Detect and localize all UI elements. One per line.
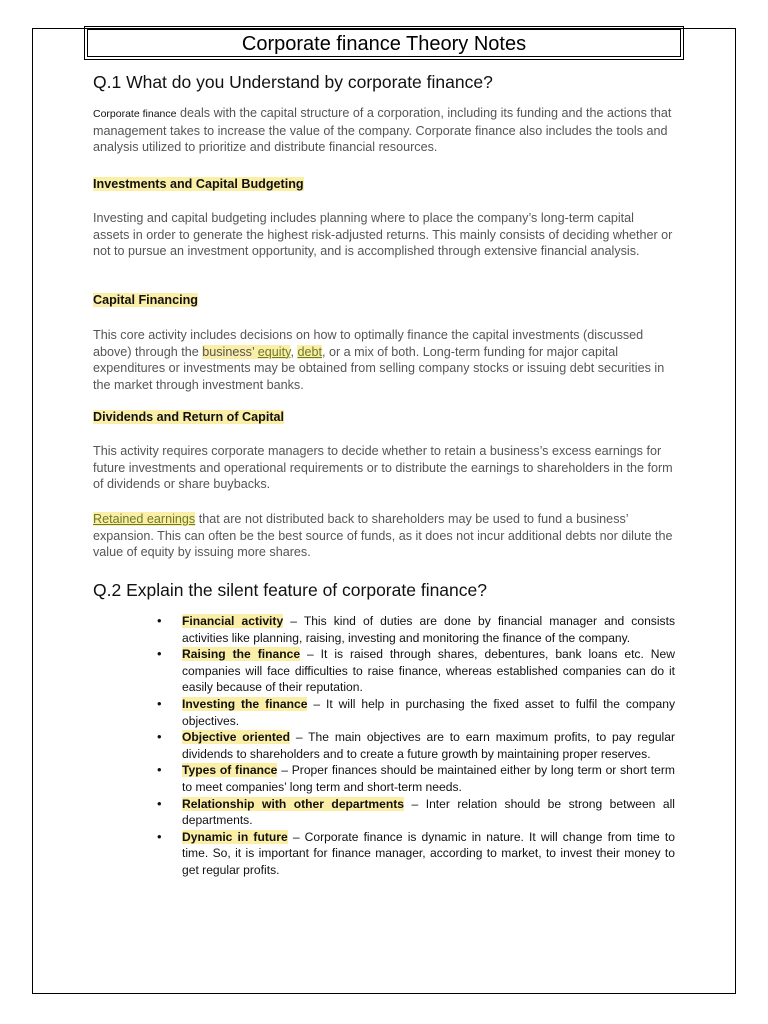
intro-paragraph xyxy=(93,105,673,156)
list-item: • Investing the finance – It will help in purchasing the fixed asset to fulfil the company objectives. xyxy=(157,696,675,729)
list-item: • Dynamic in future – Corporate finance is dynamic in nature. It will change from time to time. So, it is important for finance manager, according to market, to invest their money to get regular profits. xyxy=(157,829,675,879)
intro-lead: Corporate finance xyxy=(93,108,177,120)
equity-link[interactable]: equity xyxy=(257,344,291,359)
business-highlight: business’ xyxy=(202,344,255,359)
capital-financing-paragraph: This core activity includes decisions on how to optimally finance the capital investments (discussed above) through the business’ equity, debt, or a mix of both. Long-term funding for major capital expenditures or investments may be obtained from selling company stocks or issuing debt securities in the market through investment banks. xyxy=(93,328,665,393)
capital-financing-heading: Capital Financing xyxy=(93,293,198,307)
features-list xyxy=(157,613,675,879)
investments-paragraph: Investing and capital budgeting includes planning where to place the company’s long-term capital assets in order to generate the highest risk-adjusted returns. This mainly consists of deciding whether or not to pursue an investment opportunity, and is accomplished through extensive financial analysis. xyxy=(93,211,673,259)
list-item: • Relationship with other departments – Inter relation should be strong between all departments. xyxy=(157,796,675,829)
debt-link[interactable]: debt xyxy=(297,344,322,359)
list-item: • Objective oriented – The main objectives are to earn maximum profits, to pay regular dividends to shareholders and to create a future growth by maintaining proper reserves. xyxy=(157,729,675,762)
retained-earnings-paragraph: Retained earnings that are not distributed back to shareholders may be used to fund a business’ expansion. This can often be the best source of funds, as it does not incur additional debts nor dilute the value of equity by issuing more shares. xyxy=(93,512,673,560)
list-item: • Financial activity – This kind of duties are done by financial manager and consists activities like planning, raising, investing and monitoring the finance of the company. xyxy=(157,613,675,646)
list-item: • Types of finance – Proper finances should be maintained either by long term or short term to meet companies’ long term and short-term needs. xyxy=(157,762,675,795)
list-item: • Raising the finance – It is raised through shares, debentures, bank loans etc. New companies will face difficulties to raise finance, whereas established companies can do it easily because of their reputation. xyxy=(157,646,675,696)
question-2-heading: Q.2 Explain the silent feature of corporate finance? xyxy=(93,580,487,600)
question-1-heading: Q.1 What do you Understand by corporate finance? xyxy=(93,72,493,92)
dividends-paragraph: This activity requires corporate managers to decide whether to retain a business’s excess earnings for future investments and operational requirements or to distribute the earnings to shareholders in the form of dividends or share buybacks. xyxy=(93,444,673,492)
investments-heading: Investments and Capital Budgeting xyxy=(93,177,304,191)
page-title: Corporate finance Theory Notes xyxy=(241,32,527,55)
intro-text: deals with the capital structure of a corporation, including its funding and the actions that management takes to increase the value of the company. Corporate finance also includes the tools and analysis utilized to prioritize and distribute financial resources. xyxy=(93,106,672,155)
title-box xyxy=(84,26,684,60)
retained-earnings-link[interactable]: Retained earnings xyxy=(93,512,196,526)
dividends-heading: Dividends and Return of Capital xyxy=(93,410,285,424)
